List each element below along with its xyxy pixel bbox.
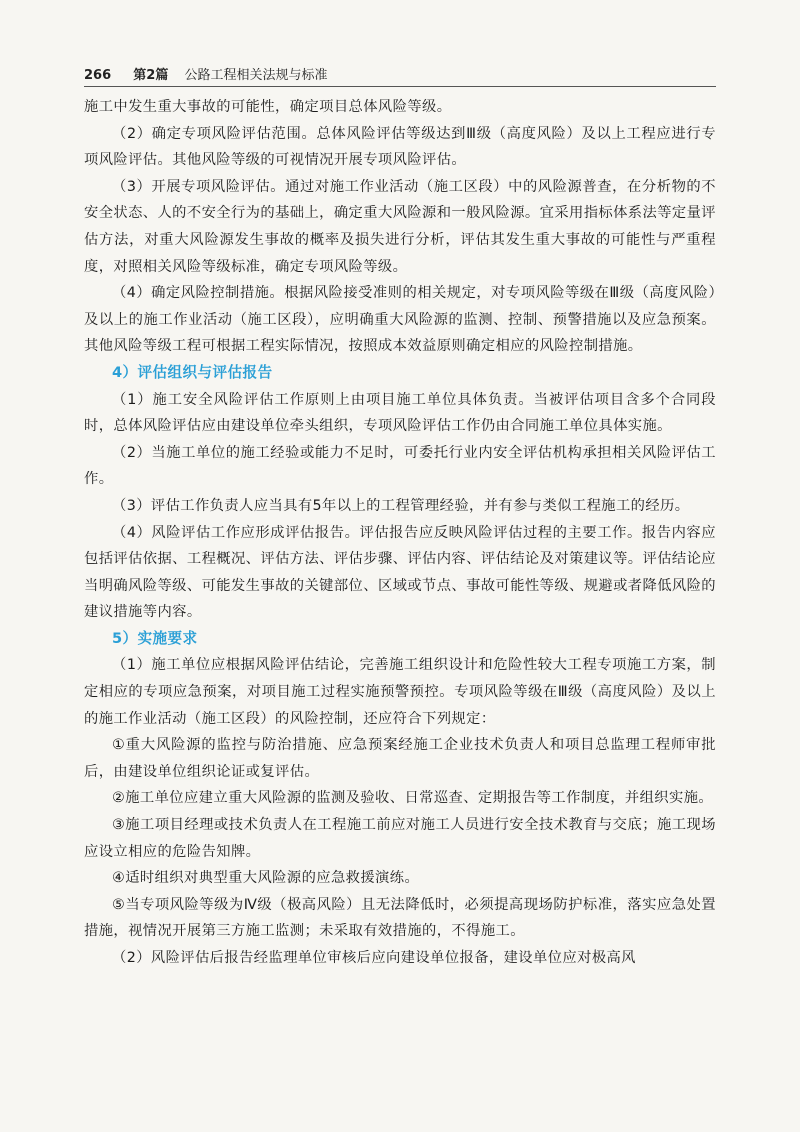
paragraph: （1）施工安全风险评估工作原则上由项目施工单位具体负责。当被评估项目含多个合同段时，总体风险评估应由建设单位牵头组织，专项风险评估工作仍由合同施工单位具体实施。 <box>84 391 716 435</box>
paragraph: ③施工项目经理或技术负责人在工程施工前应对施工人员进行安全技术教育与交底；施工现场应设立相应的危险告知牌。 <box>84 817 716 860</box>
paragraph: （3）评估工作负责人应当具有5年以上的工程管理经验，并有参与类似工程施工的经历。 <box>112 497 690 514</box>
part-label: 第2篇 <box>133 68 169 83</box>
paragraph: ④适时组织对典型重大风险源的应急救援演练。 <box>112 870 420 887</box>
header-title: 公路工程相关法规与标准 <box>184 68 328 83</box>
running-header <box>84 64 716 86</box>
header-rule <box>84 86 716 87</box>
page-number: 266 <box>84 68 112 83</box>
paragraph: （3）开展专项风险评估。通过对施工作业活动（施工区段）中的风险源普查，在分析物的不安全状态、人的不安全行为的基础上，确定重大风险源和一般风险源。宜采用指标体系法等定量评估方法，对重大风险源发生事故的概率及损失进行分析，评估其发生重大事故的可能性与严重程度，对照相关风险等级标准，确定专项风险等级。 <box>84 178 716 275</box>
paragraph: （4）确定风险控制措施。根据风险接受准则的相关规定，对专项风险等级在Ⅲ级（高度风险）及以上的施工作业活动（施工区段），应明确重大风险源的监测、控制、预警措施以及应急预案。其他风险等级工程可根据工程实际情况，按照成本效益原则确定相应的风险控制措施。 <box>84 285 716 355</box>
section-heading: 5）实施要求 <box>112 629 198 647</box>
paragraph: 施工中发生重大事故的可能性，确定项目总体风险等级。 <box>84 99 452 115</box>
paragraph: ⑤当专项风险等级为Ⅳ级（极高风险）且无法降低时，必须提高现场防护标准，落实应急处置措施，视情况开展第三方施工监测；未采取有效措施的，不得施工。 <box>84 896 716 940</box>
body-text <box>84 94 716 972</box>
paragraph: （4）风险评估工作应形成评估报告。评估报告应反映风险评估过程的主要工作。报告内容应包括评估依据、工程概况、评估方法、评估步骤、评估内容、评估结论及对策建议等。评估结论应当明确风险等级、可能发生事故的关键部位、区域或节点、事故可能性等级、规避或者降低风险的建议措施等内容。 <box>84 524 716 621</box>
paragraph: （1）施工单位应根据风险评估结论，完善施工组织设计和危险性较大工程专项施工方案，制定相应的专项应急预案，对项目施工过程实施预警预控。专项风险等级在Ⅲ级（高度风险）及以上的施工作业活动（施工区段）的风险控制，还应符合下列规定： <box>84 657 716 727</box>
section-heading: 4）评估组织与评估报告 <box>112 363 273 381</box>
paragraph: ①重大风险源的监控与防治措施、应急预案经施工企业技术负责人和项目总监理工程师审批后，由建设单位组织论证或复评估。 <box>84 737 716 780</box>
paragraph: ②施工单位应建立重大风险源的监测及验收、日常巡查、定期报告等工作制度，并组织实施。 <box>112 790 714 807</box>
paragraph: （2）风险评估后报告经监理单位审核后应向建设单位报备，建设单位应对极高风 <box>112 950 636 966</box>
paragraph: （2）当施工单位的施工经验或能力不足时，可委托行业内安全评估机构承担相关风险评估工作。 <box>84 444 716 488</box>
paragraph: （2）确定专项风险评估范围。总体风险评估等级达到Ⅲ级（高度风险）及以上工程应进行专项风险评估。其他风险等级的可视情况开展专项风险评估。 <box>84 125 716 169</box>
